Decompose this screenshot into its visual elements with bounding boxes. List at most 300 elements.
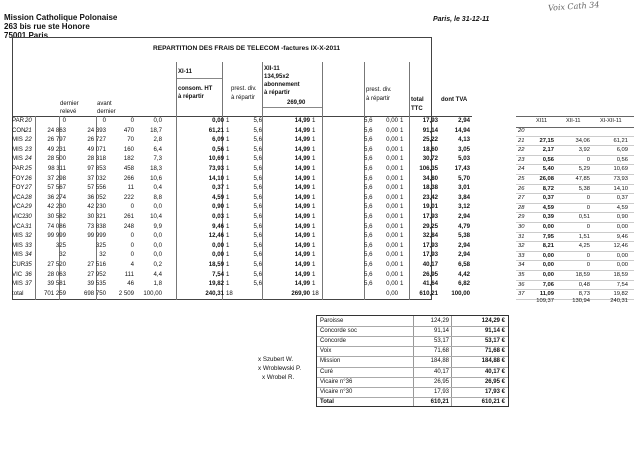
right-cell-b: 5,29: [578, 166, 590, 173]
cell-c4: 0,0: [153, 117, 162, 124]
org-address: 263 bis rue ste Honore: [4, 22, 90, 31]
cell-n: 24: [25, 155, 32, 163]
header-dernier2: dernier: [97, 109, 116, 115]
cell-c1: 42 230: [47, 203, 66, 211]
cell-p2: 5,6: [364, 261, 373, 268]
cell-one: 1: [226, 174, 230, 182]
right-table-row: [516, 204, 634, 214]
cell-c4: 0,0: [153, 251, 162, 259]
right-cell-b: 47,85: [575, 176, 590, 182]
cell-tva: 5,03: [458, 155, 470, 163]
right-cell-a: 0,00: [542, 224, 554, 230]
right-cell-b: 18,59: [575, 272, 590, 278]
cell-c3: 160: [123, 145, 134, 153]
summary-e: 91,14 €: [484, 328, 505, 335]
place-date: Paris, le 31-12-11: [433, 16, 490, 23]
header-arepartir2: à répartir: [231, 95, 256, 101]
summary-row: [317, 397, 508, 407]
cell-z: 0,00: [386, 174, 398, 182]
cell-c3: 0: [130, 241, 134, 249]
cell-one2: 1: [312, 261, 316, 268]
signatory-1: x Szubert W.: [258, 356, 294, 363]
cell-c1: 37 298: [47, 174, 66, 182]
cell-z: 0,00: [386, 251, 398, 259]
cell-c2: 42 230: [87, 203, 106, 211]
right-cell-b: 0: [586, 262, 590, 269]
cell-c2: 27 952: [87, 270, 106, 278]
org-name: Mission Catholique Polonaise: [4, 13, 118, 22]
right-cell-n: 27: [518, 195, 525, 202]
cell-one3: 1: [400, 241, 404, 249]
header-avant: avant: [97, 101, 112, 107]
right-cell-n: 24: [518, 166, 525, 173]
total-c4: 100,00: [143, 290, 162, 297]
cell-one3: 1: [400, 193, 404, 201]
table-row: [12, 146, 472, 155]
right-cell-c: 12,46: [613, 243, 628, 250]
summary-v: 53,17: [433, 338, 449, 345]
summary-v: 26,95: [433, 378, 449, 385]
cell-p1: 5,6: [253, 184, 262, 192]
header-underline: [176, 78, 222, 79]
cell-tva: 4,13: [458, 136, 470, 144]
header-arepartir3: à répartir: [264, 90, 291, 96]
handwritten-note: Voix Cath 34: [547, 0, 600, 13]
cell-one3: 1: [400, 280, 404, 288]
cell-p2: 5,6: [364, 280, 373, 288]
table-row: [12, 251, 472, 260]
right-header-xii: XII-11: [566, 118, 581, 124]
total-c3: 2 509: [118, 290, 134, 297]
cell-c4: 18,3: [150, 165, 162, 172]
cell-tot: 29,25: [422, 222, 438, 230]
right-cell-a: 0,00: [542, 252, 554, 259]
total-n2: 18: [312, 290, 319, 297]
cell-z: 0,00: [386, 184, 398, 192]
right-cell-n: 36: [518, 281, 525, 288]
total-c2: 698 750: [83, 290, 106, 297]
header-tva: dont TVA: [441, 97, 468, 103]
cell-tva: 3,84: [458, 193, 470, 201]
right-table-row: [516, 165, 634, 175]
cell-tva: 2,94: [458, 117, 470, 124]
right-cell-n: 28: [518, 204, 525, 211]
total-c1: 701 259: [43, 290, 66, 297]
cell-c3: 0: [130, 203, 134, 211]
cell-p1: 5,6: [253, 241, 262, 249]
cell-one3: 1: [400, 232, 404, 240]
cell-p1: 5,6: [253, 213, 262, 220]
cell-c4: 4,4: [153, 270, 162, 278]
cell-xii: 14,99: [294, 222, 310, 230]
table-row: [12, 223, 472, 232]
cell-c2: 36 052: [87, 193, 106, 201]
cell-xii: 14,99: [294, 117, 310, 124]
cell-one3: 1: [400, 117, 404, 124]
cell-xii: 14,99: [294, 193, 310, 201]
cell-c4: 18,7: [150, 126, 162, 134]
right-table-row: [516, 281, 634, 291]
cell-one: 1: [226, 261, 230, 268]
cell-n: 37: [25, 280, 32, 288]
cell-tva: 2,94: [458, 241, 470, 249]
summary-label: Total: [320, 398, 334, 405]
cell-c1: 98 311: [47, 165, 66, 172]
cell-z: 0,00: [386, 222, 398, 230]
cell-p2: 5,6: [364, 184, 373, 192]
summary-v: 71,68: [433, 348, 449, 355]
cell-code: MIS: [12, 280, 23, 288]
cell-one: 1: [226, 193, 230, 201]
right-cell-a: 0,56: [542, 156, 554, 163]
cell-xi: 18,59: [208, 261, 224, 268]
right-cell-a: 4,59: [542, 204, 554, 211]
cell-one3: 1: [400, 251, 404, 259]
cell-one2: 1: [312, 126, 316, 134]
right-cell-b: 0,51: [578, 214, 590, 221]
cell-c2: 57 556: [87, 184, 106, 192]
cell-code: VIC2: [12, 213, 26, 220]
cell-c3: 0: [130, 117, 134, 124]
cell-c3: 182: [123, 155, 134, 163]
cell-one2: 1: [312, 165, 316, 172]
table-row: [12, 271, 472, 280]
cell-n: 25: [25, 165, 32, 172]
right-cell-a: 5,40: [542, 166, 554, 173]
cell-one: 1: [226, 117, 230, 124]
cell-z: 0,00: [386, 241, 398, 249]
cell-one3: 1: [400, 203, 404, 211]
right-cell-n: 21: [518, 137, 525, 144]
cell-p1: 5,6: [253, 126, 262, 134]
right-cell-b: 0: [586, 195, 590, 202]
cell-p2: 5,6: [364, 213, 373, 220]
cell-p2: 5,6: [364, 165, 373, 172]
cell-one3: 1: [400, 155, 404, 163]
right-cell-b: 0: [586, 252, 590, 259]
right-cell-c: 7,54: [616, 281, 628, 288]
cell-xii: 14,99: [294, 203, 310, 211]
cell-tva: 4,79: [458, 222, 470, 230]
right-cell-a: 0,39: [542, 214, 554, 221]
cell-c2: 27 516: [87, 261, 106, 268]
cell-n: 22: [25, 136, 32, 144]
cell-xii: 14,99: [294, 232, 310, 240]
right-cell-n: 23: [518, 156, 525, 163]
cell-one: 1: [226, 232, 230, 240]
summary-v: 17,93: [433, 388, 449, 395]
right-cell-a: 11,09: [539, 291, 554, 298]
cell-n: 23: [25, 145, 32, 153]
header-abonnement: abonnement: [264, 82, 300, 88]
header-arepartir: à répartir: [178, 94, 205, 100]
cell-xi: 0,56: [212, 145, 224, 153]
right-table-row: [516, 223, 634, 233]
right-cell-a: 7,06: [542, 281, 554, 288]
right-table-row: [516, 185, 634, 195]
right-cell-c: 61,21: [613, 137, 628, 144]
summary-label: Curé: [320, 368, 334, 375]
summary-label: Voix: [320, 348, 332, 355]
cell-xi: 61,21: [208, 126, 224, 134]
cell-n: 31: [25, 222, 32, 230]
cell-n: 21: [25, 126, 32, 134]
cell-one2: 1: [312, 222, 316, 230]
cell-z: 0,00: [386, 203, 398, 211]
right-table-row: [516, 242, 634, 252]
summary-label: Paroisse: [320, 318, 344, 324]
cell-one: 1: [226, 145, 230, 153]
summary-label: Concorde soc: [320, 328, 358, 335]
right-cell-c: 0,00: [616, 252, 628, 259]
cell-c2: 0: [102, 117, 106, 124]
right-cell-b: 34,06: [575, 137, 590, 144]
right-cell-b: 0: [586, 156, 590, 163]
cell-tva: 5,70: [458, 174, 470, 182]
cell-c1: 32: [59, 251, 66, 259]
header-ttc: TTC: [411, 106, 423, 112]
cell-c4: 2,8: [153, 136, 162, 144]
cell-one2: 1: [312, 145, 316, 153]
table-row: [12, 155, 472, 164]
right-cell-n: 26: [518, 185, 525, 192]
right-cell-b: 8,73: [578, 291, 590, 298]
total-label: total: [12, 290, 24, 297]
cell-c3: 70: [127, 136, 134, 144]
cell-z: 0,00: [386, 117, 398, 124]
cell-xi: 0,00: [212, 251, 224, 259]
cell-p2: 5,6: [364, 155, 373, 163]
right-cell-c: 0,90: [616, 214, 628, 221]
cell-code: FOY: [12, 174, 25, 182]
right-cell-n: 35: [518, 272, 525, 278]
cell-c4: 0,0: [153, 232, 162, 240]
right-cell-c: 10,69: [613, 166, 628, 173]
right-cell-n: 32: [518, 243, 525, 250]
cell-c4: 10,4: [150, 213, 162, 220]
cell-code: FOY: [12, 184, 25, 192]
summary-v: 124,29: [430, 318, 449, 324]
right-table-row: [516, 194, 634, 204]
cell-tot: 91,14: [422, 126, 438, 134]
cell-one: 1: [226, 165, 230, 172]
right-cell-a: 26,08: [539, 176, 554, 182]
cell-c4: 7,3: [153, 155, 162, 163]
cell-xii: 14,99: [294, 184, 310, 192]
right-cell-n: 34: [518, 262, 525, 269]
cell-code: CUR: [12, 261, 26, 268]
table-row: [12, 175, 472, 184]
cell-code: MIS: [12, 232, 23, 240]
cell-tva: 6,58: [458, 261, 470, 268]
cell-c1: 28 500: [47, 155, 66, 163]
cell-one: 1: [226, 222, 230, 230]
summary-e: 40,17 €: [484, 368, 505, 375]
cell-tot: 40,17: [422, 261, 438, 268]
cell-c3: 0: [130, 232, 134, 240]
org-city: 75001 Paris: [4, 31, 49, 40]
right-cell-c: 0,00: [616, 224, 628, 230]
cell-xi: 0,00: [212, 241, 224, 249]
cell-n: 20: [25, 117, 32, 124]
cell-code: MIS: [12, 155, 23, 163]
cell-n: 32: [25, 232, 32, 240]
cell-xi: 7,54: [212, 270, 224, 278]
right-cell-n: 29: [518, 214, 525, 221]
cell-xii: 14,99: [294, 136, 310, 144]
cell-code: VCA: [12, 193, 25, 201]
cell-c4: 9,9: [153, 222, 162, 230]
header-total: total: [411, 97, 424, 103]
cell-c2: 30 321: [87, 213, 106, 220]
cell-c2: 99 999: [87, 232, 106, 240]
cell-n: 30: [25, 213, 32, 220]
cell-one3: 1: [400, 213, 404, 220]
right-cell-n: 20: [518, 128, 525, 134]
cell-p2: 5,6: [364, 117, 373, 124]
right-cell-c: 14,10: [613, 185, 628, 192]
cell-c4: 8,8: [153, 193, 162, 201]
right-table-row: [516, 213, 634, 223]
cell-tva: 3,05: [458, 145, 470, 153]
cell-c4: 6,4: [153, 145, 162, 153]
header-xii: XII-11: [264, 66, 280, 72]
cell-p1: 5,6: [253, 136, 262, 144]
cell-p1: 5,6: [253, 117, 262, 124]
cell-code: MIS: [12, 251, 23, 259]
cell-xii: 14,99: [294, 213, 310, 220]
right-cell-b: 0: [586, 224, 590, 230]
header-releve: relevé: [60, 109, 77, 115]
cell-c1: 28 063: [47, 270, 66, 278]
cell-xii: 14,99: [294, 165, 310, 172]
summary-e: 184,88 €: [481, 358, 505, 365]
cell-n: 27: [25, 184, 32, 192]
header-arepartir4: à répartir: [366, 96, 391, 102]
total-xii: 269,90: [291, 290, 310, 297]
cell-c3: 261: [123, 213, 134, 220]
cell-n: 35: [25, 261, 32, 268]
header-consom: consom. HT: [178, 86, 213, 92]
cell-one: 1: [226, 270, 230, 278]
right-cell-b: 5,38: [578, 185, 590, 192]
summary-label: Vicaire n°36: [320, 378, 353, 385]
cell-c3: 248: [123, 222, 134, 230]
cell-one: 1: [226, 203, 230, 211]
table-row: [12, 194, 472, 203]
cell-one: 1: [226, 241, 230, 249]
cell-xi: 4,59: [212, 193, 224, 201]
cell-c3: 266: [123, 174, 134, 182]
cell-c2: 28 318: [87, 155, 106, 163]
cell-one: 1: [226, 251, 230, 259]
table-row: [12, 280, 472, 289]
right-cell-n: 30: [518, 224, 525, 230]
cell-code: PAR: [12, 117, 25, 124]
summary-box: [316, 315, 509, 407]
cell-n: 26: [25, 174, 32, 182]
cell-n: 34: [25, 251, 32, 259]
header-xi: XI-11: [178, 69, 193, 75]
table-row: [12, 117, 472, 126]
cell-tva: 5,38: [458, 232, 470, 240]
cell-tva: 14,94: [454, 126, 470, 134]
cell-c3: 458: [123, 165, 134, 172]
cell-one2: 1: [312, 117, 316, 124]
cell-tot: 30,72: [422, 155, 438, 163]
right-cell-b: 0,48: [578, 281, 590, 288]
right-cell-a: 7,95: [542, 233, 554, 240]
cell-one3: 1: [400, 270, 404, 278]
right-cell-a: 27,15: [539, 137, 554, 144]
cell-tot: 32,84: [422, 232, 438, 240]
summary-e: 610,21 €: [481, 398, 505, 405]
cell-xii: 14,99: [294, 145, 310, 153]
right-total-a: 109,37: [536, 298, 554, 304]
summary-e: 71,68 €: [484, 348, 505, 355]
cell-p2: 5,6: [364, 174, 373, 182]
cell-xi: 0,37: [212, 184, 224, 192]
cell-tot: 17,93: [422, 251, 438, 259]
total-z: 0,00: [386, 290, 398, 297]
total-xi: 240,31: [205, 290, 224, 297]
cell-c2: 73 838: [87, 222, 106, 230]
cell-c3: 0: [130, 251, 134, 259]
cell-tot: 23,42: [422, 193, 438, 201]
cell-c4: 0,0: [153, 203, 162, 211]
cell-xi: 0,00: [212, 117, 224, 124]
cell-c3: 111: [124, 270, 134, 278]
cell-p2: 5,6: [364, 126, 373, 134]
cell-xii: 14,99: [294, 155, 310, 163]
right-table-row: [516, 252, 634, 262]
cell-p1: 5,6: [253, 251, 262, 259]
summary-v: 91,14: [433, 328, 449, 335]
cell-c4: 0,2: [153, 261, 162, 268]
right-total-c: 240,31: [610, 298, 628, 304]
cell-one2: 1: [312, 251, 316, 259]
cell-z: 0,00: [386, 261, 398, 268]
cell-p2: 5,6: [364, 241, 373, 249]
cell-xii: 14,99: [294, 280, 310, 288]
cell-z: 0,00: [386, 155, 398, 163]
right-table-row: [516, 271, 634, 281]
cell-c4: 10,6: [150, 174, 162, 182]
right-cell-a: 2,17: [542, 147, 554, 154]
cell-c1: 57 567: [47, 184, 66, 192]
cell-xii: 14,99: [294, 174, 310, 182]
cell-p2: 5,6: [364, 222, 373, 230]
cell-n: 33: [25, 241, 32, 249]
cell-n: 28: [25, 193, 32, 201]
cell-one: 1: [226, 184, 230, 192]
table-row: [12, 165, 472, 174]
table-row: [12, 136, 472, 145]
cell-one3: 1: [400, 261, 404, 268]
cell-c4: 0,4: [153, 184, 162, 192]
cell-xi: 9,46: [212, 222, 224, 230]
cell-xi: 0,90: [212, 203, 224, 211]
cell-tot: 18,38: [422, 184, 438, 192]
cell-one2: 1: [312, 184, 316, 192]
right-cell-c: 0,00: [616, 262, 628, 269]
cell-xi: 6,09: [212, 136, 224, 144]
cell-one: 1: [226, 136, 230, 144]
cell-one3: 1: [400, 145, 404, 153]
right-cell-b: 0: [586, 204, 590, 211]
cell-p2: 5,6: [364, 270, 373, 278]
cell-p1: 5,6: [253, 280, 262, 288]
